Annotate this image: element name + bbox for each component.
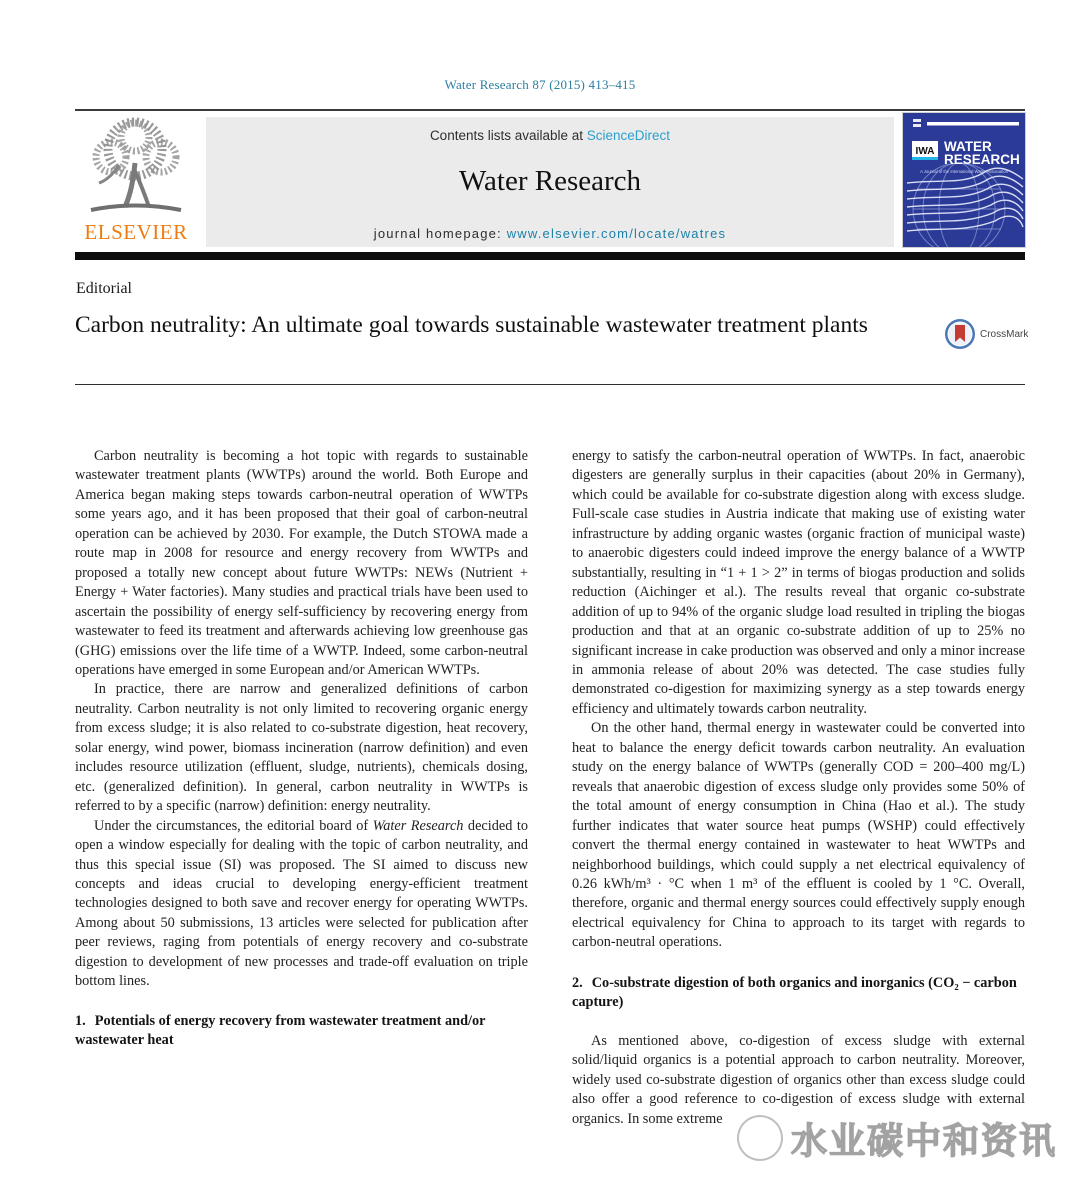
crossmark-label: CrossMark — [980, 328, 1029, 340]
journal-banner — [206, 117, 894, 247]
iwa-logo — [912, 141, 938, 160]
article-type-label: Editorial — [76, 280, 132, 297]
elsevier-tree-icon — [75, 115, 197, 220]
paragraph-2: In practice, there are narrow and generalized definitions of carbon neutrality. Carbon neutrality is not only limited to recovering organic energy from excess sludge; it is also related to co-substrate digestion, heat recovery, solar energy, wind power, biomass incineration (narrow definition) and even includes resource utilization (effluent, sludge, nutrients), chemicals dosing, etc. (generalized definition). In general, carbon neutrality in WWTPs is referred to by a specific (narrow) definition: energy neutrality. — [75, 681, 528, 815]
journal-cover-thumbnail — [903, 113, 1025, 247]
section-1-heading: 1. Potentials of energy recovery from wastewater treatment and/or wastewater heat — [75, 1012, 486, 1049]
journal-cover-art — [903, 113, 1025, 247]
contents-line — [206, 128, 894, 143]
watermark-text: 水业碳中和资讯 — [791, 1119, 1058, 1161]
svg-text:IWA: IWA — [915, 146, 935, 157]
section-2-heading: 2. Co-substrate digestion of both organics and inorganics (CO₂ − carbon capture) — [572, 974, 1017, 1011]
elsevier-wordmark: ELSEVIER — [84, 220, 188, 244]
crossmark-icon — [944, 318, 976, 350]
header-top-rule — [75, 109, 1025, 111]
paragraph-3: Under the circumstances, the editorial board of Water Research decided to open a window especially for dealing with the topic of carbon neutrality, and thus this special issue (SI) was proposed. The SI aimed to discuss new concepts and ideas crucial to developing energy-efficient treatment technologies designed to both save and recover energy for operating WWTPs. Among about 50 submissions, 13 articles were selected for publication after peer reviews, raging from potentials of energy recovery and co-substrate digestion to development of new processes and trade-off evaluation on triple bottom lines. — [75, 817, 528, 990]
sciencedirect-link[interactable]: ScienceDirect — [586, 128, 671, 143]
contents-prefix: Contents lists available at — [429, 128, 587, 143]
homepage-prefix: journal homepage: — [373, 226, 507, 241]
paragraph-4: energy to satisfy the carbon-neutral operation of WWTPs. In fact, anaerobic digesters are generally surplus in their capacities (about 20% in Germany), which could be available for co-substrate digestion along with excess sludge. Full-scale case studies in Austria indicate that making use of existing water infrastructure by adding organic wastes (organic fraction of municipal waste) to anaerobic digesters could indeed improve the energy balance of a WWTP substantially, resulting in “1 + 1 > 2” in terms of biogas production and solids reduction (Aichinger et al.). The results reveal that organic co-substrate addition of up to 94% of the organic sludge load resulted in tripling the biogas production and that at an organic co-substrate addition of up to 25% no significant increase in cake production was observed and only a minor increase in ammonia release of about 20% was detected. The case studies fully demonstrated co-digestion for maximizing synergy as a step towards energy efficiency and ultimately towards carbon neutrality. — [572, 448, 1025, 717]
article-body — [75, 447, 1025, 1185]
left-column — [75, 447, 528, 1185]
crossmark-badge[interactable] — [944, 316, 1030, 352]
title-divider-rule — [75, 384, 1025, 385]
article-title: Carbon neutrality: An ultimate goal towards sustainable wastewater treatment plants — [75, 312, 868, 338]
cover-title-line1: WATER — [944, 139, 992, 154]
cover-title-line2: RESEARCH — [944, 152, 1020, 167]
right-column — [572, 447, 1025, 1185]
journal-name-italic: Water Research — [372, 817, 464, 834]
paragraph-1: Carbon neutrality is becoming a hot topic with regards to sustainable wastewater treatment plants (WWTPs) around the world. Both Europe and America began making steps towards carbon-neutral operation of WWTPs some years ago, and it has been proposed that their goal of carbon-neutral operation can be achieved by 2030. For example, the Dutch STOWA made a route map in 2008 for resource and energy recovery from WWTPs and proposed a totally new concept about future WWTPs: NEWs (Nutrient + Energy + Water factories). Many studies and practical trials have been used to ascertain the possibility of energy self-sufficiency by recovering energy from wastewater to feed its treatment and afterwards achieving low greenhouse gas (GHG) emissions over the life time of a WWTP. Indeed, some carbon-neutral operations have emerged in some European and/or American WWTPs. — [75, 448, 528, 678]
journal-banner-title: Water Research — [458, 165, 642, 197]
homepage-line — [206, 226, 894, 241]
elsevier-logo — [75, 115, 197, 247]
cover-subtitle: A Journal of the International Water Association — [920, 169, 1008, 174]
header-black-bar — [75, 252, 1025, 260]
homepage-link[interactable]: www.elsevier.com/locate/watres — [506, 226, 727, 241]
paragraph-5: On the other hand, thermal energy in wastewater could be converted into heat to balance the energy deficit towards carbon neutrality. An evaluation study on the energy balance of WWTPs (generally COD = 200–400 mg/L) reveals that anaerobic digestion of excess sludge only provides some 50% of the total amount of energy consumption in China (Hao et al.). The study further indicates that water source heat pumps (WSHP) could effectively convert the thermal energy contained in wastewater to heat WWTPs and neighborhood buildings, which could supply a net electrical equivalency of 0.26 kWh/m³ · °C when 1 m³ of the effluent is cooled by 1 °C. Overall, therefore, organic and thermal energy sources could effectively supply enough electrical equivalency for China to approach to its target with regards to carbon-neutral operations. — [572, 720, 1025, 951]
journal-citation: Water Research 87 (2015) 413–415 — [444, 77, 636, 92]
paragraph-6: As mentioned above, co-digestion of excess sludge with external solid/liquid organics is a potential approach to carbon neutrality. Moreover, widely used co-substrate digestion of organics other than excess sludge could also offer a good reference to co-digestion of excess sludge with external organics. In some extreme — [572, 1032, 1025, 1127]
